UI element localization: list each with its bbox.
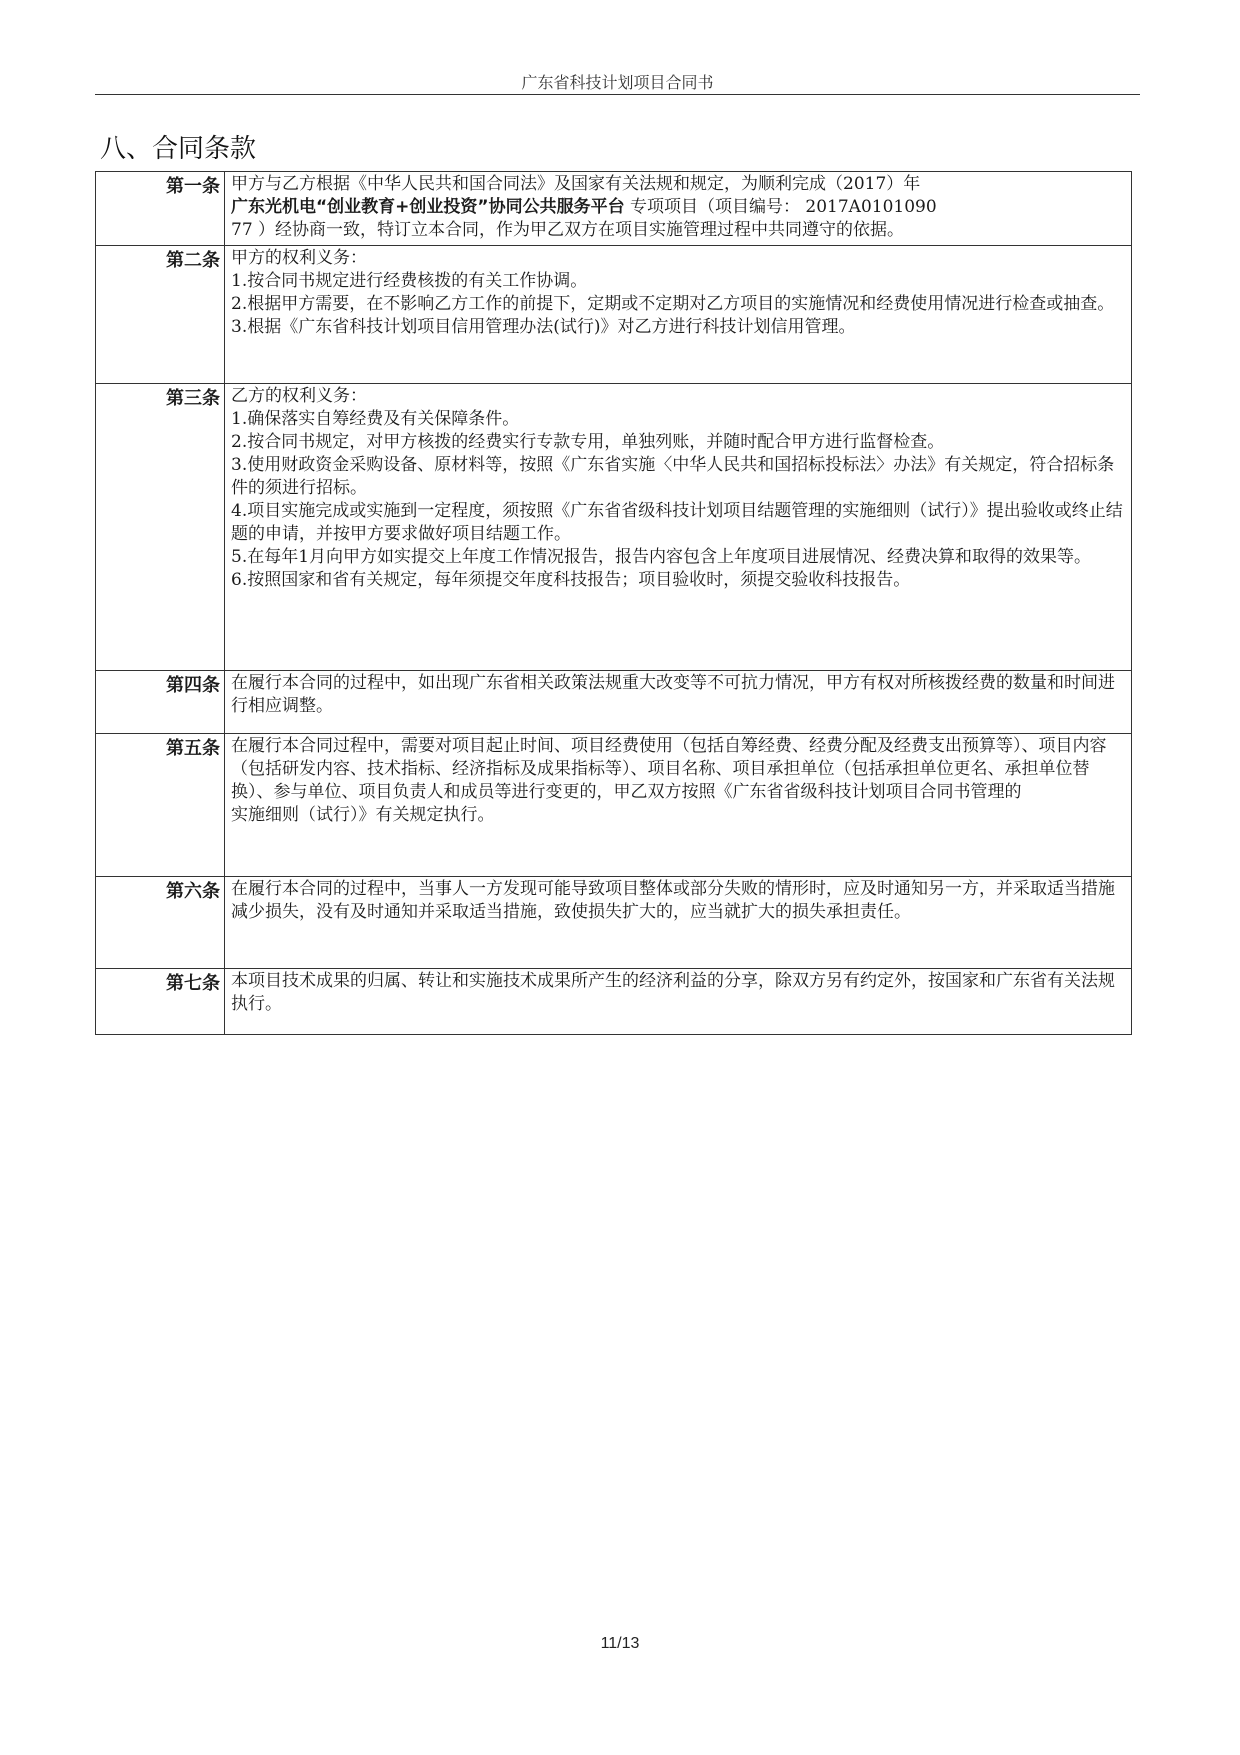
clause-text: 专项项目（项目编号： 2017A0101090 <box>624 197 937 217</box>
clause-line: 在履行本合同的过程中，如出现广东省相关政策法规重大改变等不可抗力情况，甲方有权对所核拨经费的数量和时间进行相应调整。 <box>231 673 1115 716</box>
clause-line: 6.按照国家和省有关规定，每年须提交年度科技报告；项目验收时，须提交验收科技报告。 <box>231 570 911 590</box>
clause-text: 77 ）经协商一致，特订立本合同，作为甲乙双方在项目实施管理过程中共同遵守的依据。 <box>231 220 905 240</box>
clause-label: 第六条 <box>96 877 225 969</box>
clause-text: 甲方与乙方根据《中华人民共和国合同法》及国家有关法规和规定，为顺利完成（2017）年 <box>231 174 921 194</box>
clause-row-2 <box>96 246 1132 384</box>
contract-clauses-table <box>95 171 1132 1035</box>
clause-line: 1.确保落实自筹经费及有关保障条件。 <box>231 409 520 429</box>
page-number: 11/13 <box>600 1635 640 1652</box>
clause-body <box>225 734 1132 877</box>
clause-body <box>225 384 1132 671</box>
clause-body <box>225 969 1132 1035</box>
section-title: 八、合同条款 <box>100 134 257 164</box>
clause-line: 本项目技术成果的归属、转让和实施技术成果所产生的经济利益的分享，除双方另有约定外，按国家和广东省有关法规执行。 <box>231 971 1115 1014</box>
clause-label: 第三条 <box>96 384 225 671</box>
clause-body <box>225 172 1132 246</box>
clause-row-5 <box>96 734 1132 877</box>
clause-line: 2.按合同书规定，对甲方核拨的经费实行专款专用，单独列账，并随时配合甲方进行监督检查。 <box>231 432 945 452</box>
clause-label: 第四条 <box>96 671 225 734</box>
clause-body <box>225 246 1132 384</box>
clause-line: 3.根据《广东省科技计划项目信用管理办法(试行)》对乙方进行科技计划信用管理。 <box>231 317 856 337</box>
clause-label: 第七条 <box>96 969 225 1035</box>
project-name: 广东光机电“创业教育+创业投资”协同公共服务平台 <box>231 197 625 217</box>
document-header: 广东省科技计划项目合同书 <box>521 73 714 92</box>
clause-row-1 <box>96 172 1132 246</box>
clause-label: 第五条 <box>96 734 225 877</box>
clause-line: 2.根据甲方需要，在不影响乙方工作的前提下，定期或不定期对乙方项目的实施情况和经费使用情况进行检查或抽查。 <box>231 294 1115 314</box>
clause-line: 在履行本合同过程中，需要对项目起止时间、项目经费使用（包括自筹经费、经费分配及经费支出预算等）、项目内容（包括研发内容、技术指标、经济指标及成果指标等）、项目名称、项目承担单位（包括承担单位更名、承担单位替换）、参与单位、项目负责人和成员等进行变更的，甲乙双方按照《广东省省级科技计划项目合同书管理的 <box>231 736 1107 802</box>
clause-line: 5.在每年1月向甲方如实提交上年度工作情况报告，报告内容包含上年度项目进展情况、经费决算和取得的效果等。 <box>231 547 1092 567</box>
clause-line: 3.使用财政资金采购设备、原材料等，按照《广东省实施〈中华人民共和国招标投标法〉办法》有关规定，符合招标条件的须进行招标。 <box>231 455 1115 498</box>
clause-row-3 <box>96 384 1132 671</box>
clause-body <box>225 877 1132 969</box>
clause-label: 第一条 <box>96 172 225 246</box>
clause-row-6 <box>96 877 1132 969</box>
clause-line: 实施细则（试行）》有关规定执行。 <box>231 805 495 825</box>
clause-label: 第二条 <box>96 246 225 384</box>
clause-line: 1.按合同书规定进行经费核拨的有关工作协调。 <box>231 271 588 291</box>
clause-line: 在履行本合同的过程中，当事人一方发现可能导致项目整体或部分失败的情形时，应及时通知另一方，并采取适当措施减少损失，没有及时通知并采取适当措施，致使损失扩大的，应当就扩大的损失承担责任。 <box>231 879 1115 922</box>
clause-line: 乙方的权利义务： <box>231 386 367 406</box>
clause-line: 甲方的权利义务： <box>231 248 367 268</box>
clause-line: 4.项目实施完成或实施到一定程度，须按照《广东省省级科技计划项目结题管理的实施细则（试行）》提出验收或终止结题的申请，并按甲方要求做好项目结题工作。 <box>231 501 1123 544</box>
clause-body <box>225 671 1132 734</box>
header-rule <box>95 94 1140 95</box>
clause-row-4 <box>96 671 1132 734</box>
clause-row-7 <box>96 969 1132 1035</box>
